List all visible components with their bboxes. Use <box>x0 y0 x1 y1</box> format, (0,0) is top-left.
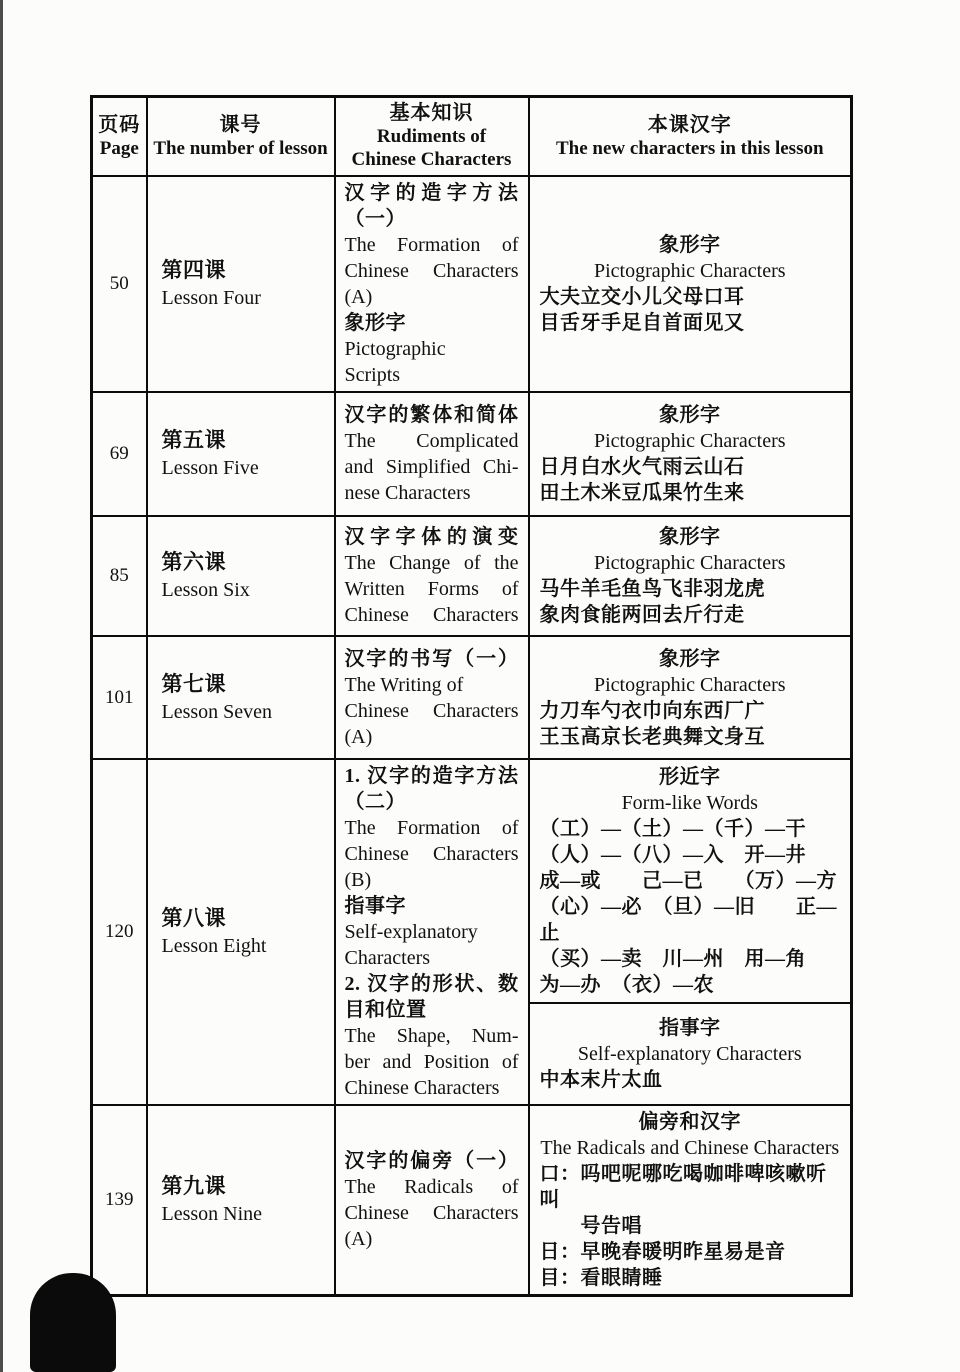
text-line: （心）—必 （旦）—旧 正—止 <box>539 896 837 945</box>
text-line: 象肉食能两回去斤行走 <box>539 604 745 626</box>
header-rudiments-cn: 基本知识 <box>389 102 474 124</box>
text-line: 号告唱 <box>539 1215 642 1237</box>
text-line: （人）—（八）—入 开—井 <box>539 844 806 867</box>
page-cell: 50 <box>92 176 147 392</box>
characters-title-en: Pictographic Characters <box>593 430 786 452</box>
text-line: 中本末片太血 <box>539 1069 663 1092</box>
text-line: Chinese Characters <box>344 260 519 282</box>
characters-cell <box>529 1003 852 1105</box>
header-rudiments <box>335 97 529 177</box>
text-line: 2. 汉字的形状、数 <box>344 973 519 995</box>
text-line: 日月白水火气雨云山石 <box>539 456 745 478</box>
text-line: The Shape, Num- <box>344 1025 519 1047</box>
text-line: 王玉高京长老典舞文身互 <box>539 725 765 748</box>
table-row <box>92 516 852 636</box>
text-line: 田土木米豆瓜果竹生来 <box>539 482 745 504</box>
header-lesson-en: The number of lesson <box>153 137 328 159</box>
text-line: ber and Position of <box>344 1051 519 1073</box>
text-line: The Complicated <box>344 430 519 452</box>
header-lesson <box>147 97 335 177</box>
text-line: The Formation of <box>344 234 519 256</box>
header-rudiments-en1: Rudiments of <box>376 126 487 147</box>
lesson-name-en: Lesson Five <box>161 457 259 479</box>
characters-title-en: Self-explanatory Characters <box>577 1043 802 1066</box>
text-line: Characters <box>344 947 431 969</box>
lesson-cell <box>147 392 335 516</box>
text-line: (B) <box>344 869 372 891</box>
text-line: 汉字的偏旁（一） <box>344 1150 519 1172</box>
text-line: Chinese Characters <box>344 1077 500 1099</box>
characters-cell <box>529 1105 852 1296</box>
rudiments-cell <box>335 176 529 392</box>
characters-title-cn: 象形字 <box>659 234 721 256</box>
page-cell: 120 <box>92 759 147 1105</box>
text-line: Chinese Characters <box>344 843 519 865</box>
table-row <box>92 759 852 1003</box>
text-line: 目舌牙手足自首面见又 <box>539 312 745 334</box>
characters-cell <box>529 516 852 636</box>
text-line: 汉字的书写（一） <box>344 647 519 670</box>
text-line: (A) <box>344 725 373 748</box>
text-line: 口：吗吧呢哪吃喝咖啡啤咳嗽听叫 <box>539 1163 827 1211</box>
table-row <box>92 1105 852 1296</box>
page-edge-line <box>0 0 3 1372</box>
text-line: 象形字 <box>344 312 406 334</box>
rudiments-cell <box>335 636 529 759</box>
rudiments-cell <box>335 516 529 636</box>
lesson-cell <box>147 636 335 759</box>
page-cell: 69 <box>92 392 147 516</box>
header-page-en: Page <box>99 137 139 159</box>
header-characters-en: The new characters in this lesson <box>555 137 824 159</box>
text-line: (A) <box>344 286 373 308</box>
text-line: （一） <box>344 208 406 230</box>
lesson-name-en: Lesson Four <box>161 287 261 309</box>
header-page <box>92 97 147 177</box>
text-line: Self-explanatory <box>344 921 478 943</box>
table-row <box>92 392 852 516</box>
contents-table <box>90 95 853 1297</box>
characters-title-en: Form-like Words <box>621 792 758 815</box>
text-line: 日：早晚春暖明昨星易是音 <box>539 1241 786 1263</box>
lesson-cell <box>147 759 335 1105</box>
text-line: Chinese Characters <box>344 604 519 626</box>
text-line: Pictographic <box>344 338 446 360</box>
text-line: 马牛羊毛鱼鸟飞非羽龙虎 <box>539 578 765 600</box>
table-header <box>92 97 852 177</box>
text-line: 目：看眼睛睡 <box>539 1267 663 1289</box>
header-characters-cn: 本课汉字 <box>647 113 732 136</box>
characters-title-cn: 象形字 <box>659 647 721 670</box>
text-line: The Radicals of <box>344 1176 519 1198</box>
rudiments-cell <box>335 392 529 516</box>
text-line: (A) <box>344 1228 373 1250</box>
text-line: 成—或 己—已 （万）—方 <box>539 870 837 893</box>
page-cell: 101 <box>92 636 147 759</box>
characters-title-en: Pictographic Characters <box>593 260 786 282</box>
lesson-name-en: Lesson Six <box>161 579 250 601</box>
text-line: Chinese Characters <box>344 699 519 722</box>
thumb-tab <box>30 1273 116 1372</box>
text-line: The Change of the <box>344 552 519 574</box>
characters-cell <box>529 176 852 392</box>
characters-title-en: Pictographic Characters <box>593 673 786 696</box>
text-line: 1. 汉字的造字方法 <box>344 765 519 787</box>
characters-title-cn: 指事字 <box>659 1017 721 1040</box>
text-line: 为—办 （衣）—农 <box>539 974 714 997</box>
lesson-cell <box>147 176 335 392</box>
header-characters <box>529 97 852 177</box>
rudiments-cell <box>335 759 529 1105</box>
characters-title-en: Pictographic Characters <box>593 552 786 574</box>
text-line: Scripts <box>344 364 401 386</box>
lesson-name-cn: 第六课 <box>161 550 226 574</box>
header-page-cn: 页码 <box>98 113 141 136</box>
lesson-name-en: Lesson Eight <box>161 935 267 957</box>
characters-title-cn: 象形字 <box>659 404 721 426</box>
text-line: 汉字的繁体和简体 <box>344 404 519 426</box>
characters-title-cn: 象形字 <box>659 526 721 548</box>
page-cell: 139 <box>92 1105 147 1296</box>
header-rudiments-en2: Chinese Characters <box>351 149 512 170</box>
page-cell: 85 <box>92 516 147 636</box>
lesson-name-cn: 第四课 <box>161 258 226 282</box>
characters-cell <box>529 392 852 516</box>
rudiments-cell <box>335 1105 529 1296</box>
lesson-name-cn: 第九课 <box>161 1174 226 1198</box>
table-row <box>92 636 852 759</box>
text-line: 大夫立交小儿父母口耳 <box>539 286 745 308</box>
lesson-name-cn: 第七课 <box>161 671 226 696</box>
table-body <box>92 176 852 1296</box>
text-line: nese Characters <box>344 482 471 504</box>
lesson-cell <box>147 1105 335 1296</box>
text-line: （二） <box>344 791 406 813</box>
text-line: The Formation of <box>344 817 519 839</box>
text-line: and Simplified Chi- <box>344 456 519 478</box>
header-row <box>92 97 852 177</box>
lesson-name-en: Lesson Seven <box>161 700 273 723</box>
text-line: The Writing of <box>344 673 464 696</box>
characters-title-cn: 偏旁和汉字 <box>638 1111 741 1133</box>
text-line: 指事字 <box>344 895 406 917</box>
lesson-name-cn: 第五课 <box>161 428 226 452</box>
text-line: Written Forms of <box>344 578 519 600</box>
text-line: 目和位置 <box>344 999 427 1021</box>
lesson-name-en: Lesson Nine <box>161 1203 263 1225</box>
characters-cell <box>529 636 852 759</box>
text-line: 汉字的造字方法 <box>344 182 519 204</box>
text-line: （工）—（土）—（千）—干 <box>539 818 806 841</box>
text-line: 汉字字体的演变 <box>344 526 519 548</box>
text-line: （买）—卖 川—州 用—角 <box>539 948 806 971</box>
text-line: Chinese Characters <box>344 1202 519 1224</box>
text-line: 力刀车勺衣巾向东西厂广 <box>539 699 765 722</box>
lesson-name-cn: 第八课 <box>161 906 226 930</box>
header-lesson-cn: 课号 <box>219 113 262 136</box>
lesson-cell <box>147 516 335 636</box>
characters-title-en: The Radicals and Chinese Characters <box>540 1137 840 1159</box>
characters-title-cn: 形近字 <box>659 766 721 789</box>
characters-cell <box>529 759 852 1003</box>
table-row <box>92 176 852 392</box>
